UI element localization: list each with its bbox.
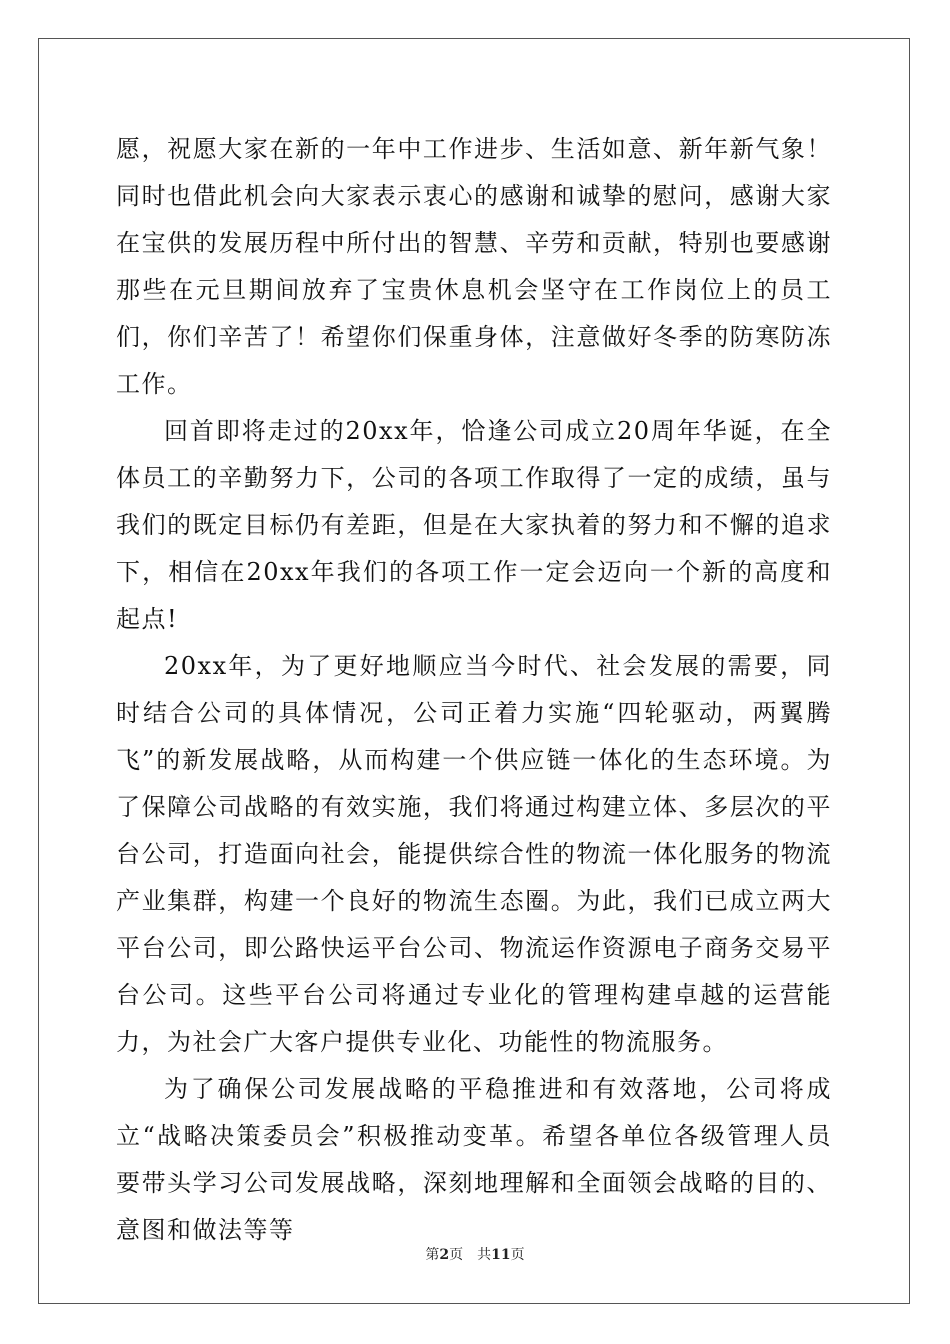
paragraph-4: 为了确保公司发展战略的平稳推进和有效落地，公司将成立“战略决策委员会”积极推动变革。希望各单位各级管理人员要带头学习公司发展战略，深刻地理解和全面领会战略的目的、意图和做法等等 — [116, 1075, 832, 1244]
page-suffix: 页 — [449, 1247, 464, 1263]
document-body — [116, 126, 832, 1254]
page-prefix: 第 — [425, 1247, 440, 1263]
page-footer — [0, 1246, 950, 1264]
paragraph-1: 愿，祝愿大家在新的一年中工作进步、生活如意、新年新气象！同时也借此机会向大家表示衷心的感谢和诚挚的慰问，感谢大家在宝供的发展历程中所付出的智慧、辛劳和贡献，特别也要感谢那些在元旦期间放弃了宝贵休息机会坚守在工作岗位上的员工们，你们辛苦了！希望你们保重身体，注意做好冬季的防寒防冻工作。 — [116, 135, 832, 398]
total-suffix: 页 — [510, 1247, 525, 1263]
total-pages: 11 — [491, 1247, 511, 1263]
total-prefix: 共 — [477, 1247, 492, 1263]
paragraph-3: 20xx年，为了更好地顺应当今时代、社会发展的需要，同时结合公司的具体情况，公司正着力实施“四轮驱动，两翼腾飞”的新发展战略，从而构建一个供应链一体化的生态环境。为了保障公司战略的有效实施，我们将通过构建立体、多层次的平台公司，打造面向社会，能提供综合性的物流一体化服务的物流产业集群，构建一个良好的物流生态圈。为此，我们已成立两大平台公司，即公路快运平台公司、物流运作资源电子商务交易平台公司。这些平台公司将通过专业化的管理构建卓越的运营能力，为社会广大客户提供专业化、功能性的物流服务。 — [116, 652, 832, 1056]
paragraph-2: 回首即将走过的20xx年，恰逢公司成立20周年华诞，在全体员工的辛勤努力下，公司的各项工作取得了一定的成绩，虽与我们的既定目标仍有差距，但是在大家执着的努力和不懈的追求下，相信在20xx年我们的各项工作一定会迈向一个新的高度和起点! — [116, 417, 832, 633]
page-number: 2 — [439, 1247, 450, 1263]
